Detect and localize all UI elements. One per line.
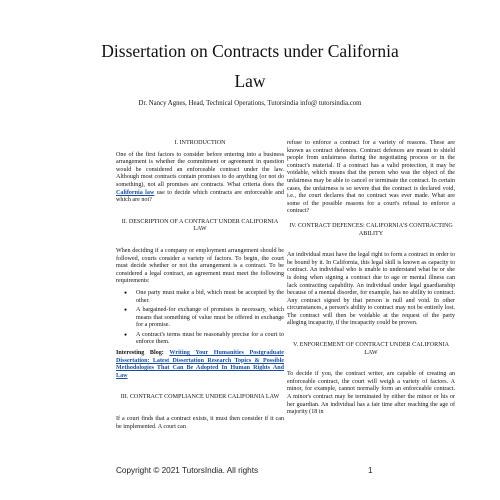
list-item: ● A bargained-for exchange of promises is necessary, which means that something of value must be offered in exchange for a promise.: [136, 307, 284, 330]
contract-defences-intro-paragraph: refuse to enforce a contract for a variety of reasons. These are known as contract defences. Contract defences are meant to shield people from unfairness during the negotiating process or in the contract's material. If a contract has a valid protection, it may be voidable, which means that the person who was the object of the unfairness may be able to cancel or terminate the contract. In certain cases, the unfairness is so severe that the contract is declared void, i.e., the court declares that no contract was ever made. What are some of the possible reasons for a court's refusal to enforce a contract?: [287, 140, 455, 215]
introduction-paragraph: [116, 152, 284, 205]
author-byline: Dr. Nancy Agnes, Head, Technical Operations, Tutorsindia info@ tutorsindia.com: [138, 100, 362, 107]
introduction-text: One of the first factors to consider before entering into a business arrangement is whether the commitment or agreement in question would be considered an enforceable contract under the law. Although most contracts contain promises to do anything (or not do something), not all promises are contracts. What criteria does the: [116, 151, 284, 188]
california-law-link[interactable]: California law: [116, 189, 155, 196]
list-item: ● One party must make a bid, which must be accepted by the other.: [136, 290, 284, 305]
interesting-blog-paragraph: [116, 350, 284, 380]
right-column: [287, 140, 455, 417]
section-heading-introduction: I. INTRODUCTION: [174, 140, 226, 146]
page-number: 1: [368, 466, 373, 475]
paper-title-line2: Law: [234, 71, 266, 91]
copyright-footer: Copyright © 2021 TutorsIndia. All rights: [116, 466, 259, 475]
interesting-blog-label: Interesting Blog:: [116, 350, 164, 357]
section-heading-description: II. DESCRIPTION OF A CONTRACT UNDER CALIFORNIA LAW: [121, 218, 279, 233]
section-heading-defences: IV. CONTRACT DEFENCES: CALIFORNIA'S CONTRACTING ABILITY: [289, 222, 453, 237]
description-paragraph: When deciding if a company or employment arrangement should be followed, courts consider a variety of factors. To begin, the court must decide whether or not the arrangement is a contract. To be considered a legal contract, an agreement must meet the following requirements:: [116, 247, 284, 285]
paper-title-line1: Dissertation on Contracts under California: [101, 41, 399, 61]
defences-paragraph: An individual must have the legal right to form a contract in order to be bound by it. In California, this legal skill is known as capacity to contract. An individual who is unable to understand what he or she is doing when signing a contract due to age or mental illness can lack contracting capability. An individual under legal guardianship because of a mental disorder, for example, has no ability to contract. Any contract signed by that person is null and void. In other circumstances, a person's ability to contract may not be entirely lost. The contract will then be voidable at the request of the party alleging incapacity, if the incapacity could be proven.: [287, 252, 455, 327]
list-item: ● A contract's terms must be reasonably precise for a court to enforce them.: [136, 332, 284, 347]
section-heading-compliance: III. CONTRACT COMPLIANCE UNDER CALIFORNIA LAW: [120, 394, 280, 401]
left-column: [116, 140, 284, 431]
compliance-paragraph: If a court finds that a contract exists, it must then consider if it can be implemented. A court can: [116, 416, 284, 430]
enforcement-paragraph: To decide if you, the contract writer, are capable of creating an enforceable contract, the court will weigh a variety of factors. A minor, for example, cannot normally form an enforceable contract. A minor's contract may be terminated by either the minor or his or her guardian. An individual has a fair time after reaching the age of majority (18 in: [287, 371, 455, 416]
introduction-text-end: use to decide which contracts are enforceable and which are not?: [116, 189, 284, 204]
section-heading-enforcement: V. ENFORCEMENT OF CONTRACT UNDER CALIFORNIA LAW: [292, 342, 450, 356]
interesting-blog-link[interactable]: Writing Your Humanities Postgraduate Dissertation: Latest Dissertation Research Topics & Possible Methodologies That Can Be Adopted In Human Rights And Law: [116, 350, 284, 379]
requirements-list: [116, 290, 284, 347]
